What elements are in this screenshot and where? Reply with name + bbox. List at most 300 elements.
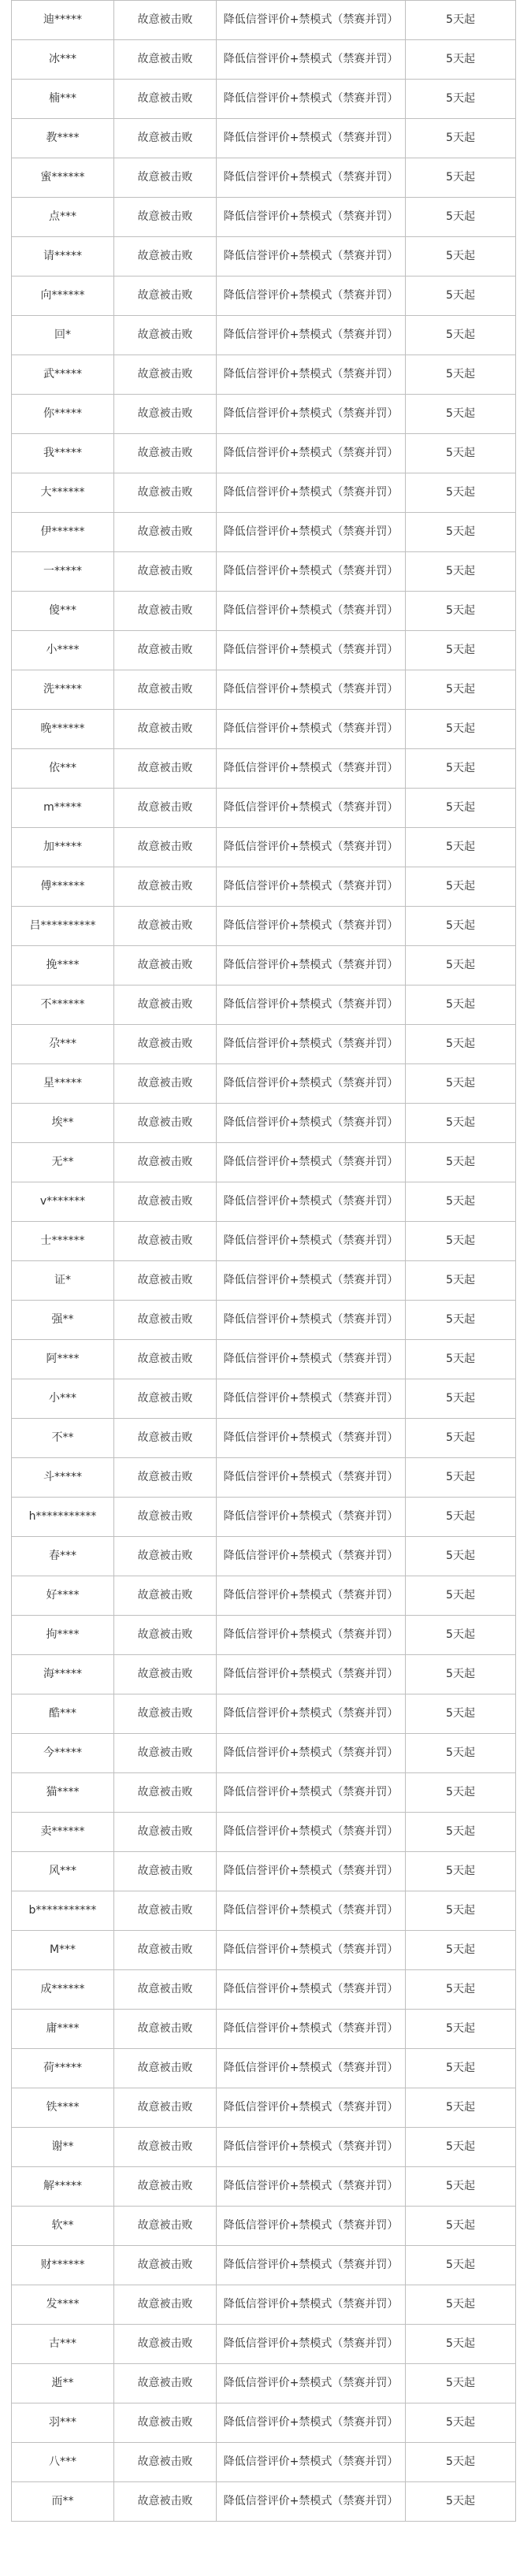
penalty-duration-cell: 5天起: [406, 985, 516, 1025]
player-name-cell: 回*: [12, 316, 114, 355]
player-name-cell: 一*****: [12, 552, 114, 592]
violation-reason-cell: 故意被击败: [114, 2325, 217, 2364]
penalty-type-cell: 降低信誉评价+禁模式（禁赛并罚）: [217, 2403, 406, 2443]
penalty-type-cell: 降低信誉评价+禁模式（禁赛并罚）: [217, 2285, 406, 2325]
violation-reason-cell: 故意被击败: [114, 867, 217, 907]
player-name-cell: 今*****: [12, 1734, 114, 1773]
violation-reason-cell: 故意被击败: [114, 2207, 217, 2246]
penalty-duration-cell: 5天起: [406, 1576, 516, 1616]
penalty-type-cell: 降低信誉评价+禁模式（禁赛并罚）: [217, 1616, 406, 1655]
table-row: [12, 1222, 516, 1261]
penalty-type-cell: 降低信誉评价+禁模式（禁赛并罚）: [217, 1970, 406, 2010]
penalty-type-cell: 降低信誉评价+禁模式（禁赛并罚）: [217, 985, 406, 1025]
violation-reason-cell: 故意被击败: [114, 473, 217, 513]
penalty-duration-cell: 5天起: [406, 907, 516, 946]
table-row: [12, 2246, 516, 2285]
player-name-cell: 成******: [12, 1970, 114, 2010]
violation-reason-cell: 故意被击败: [114, 1773, 217, 1813]
penalty-duration-cell: 5天起: [406, 2403, 516, 2443]
penalty-duration-cell: 5天起: [406, 2128, 516, 2167]
table-row: [12, 1340, 516, 1379]
player-name-cell: 解*****: [12, 2167, 114, 2207]
table-row: [12, 1970, 516, 2010]
violation-reason-cell: 故意被击败: [114, 631, 217, 670]
violation-reason-cell: 故意被击败: [114, 710, 217, 749]
violation-reason-cell: 故意被击败: [114, 1182, 217, 1222]
penalty-type-cell: 降低信誉评价+禁模式（禁赛并罚）: [217, 552, 406, 592]
penalty-type-cell: 降低信誉评价+禁模式（禁赛并罚）: [217, 473, 406, 513]
table-row: [12, 1261, 516, 1301]
violation-reason-cell: 故意被击败: [114, 1576, 217, 1616]
violation-reason-cell: 故意被击败: [114, 946, 217, 985]
penalty-duration-cell: 5天起: [406, 237, 516, 277]
penalty-type-cell: 降低信誉评价+禁模式（禁赛并罚）: [217, 1143, 406, 1182]
penalty-duration-cell: 5天起: [406, 1, 516, 40]
player-name-cell: 风***: [12, 1852, 114, 1891]
penalty-type-cell: 降低信誉评价+禁模式（禁赛并罚）: [217, 1734, 406, 1773]
table-row: [12, 1498, 516, 1537]
penalty-type-cell: 降低信誉评价+禁模式（禁赛并罚）: [217, 80, 406, 119]
penalty-duration-cell: 5天起: [406, 1537, 516, 1576]
violation-reason-cell: 故意被击败: [114, 907, 217, 946]
table-row: [12, 2403, 516, 2443]
table-row: [12, 946, 516, 985]
penalty-duration-cell: 5天起: [406, 80, 516, 119]
player-name-cell: 向******: [12, 277, 114, 316]
table-row: [12, 1655, 516, 1694]
player-name-cell: 点***: [12, 198, 114, 237]
penalty-type-cell: 降低信誉评价+禁模式（禁赛并罚）: [217, 1025, 406, 1064]
table-row: [12, 158, 516, 198]
penalty-type-cell: 降低信誉评价+禁模式（禁赛并罚）: [217, 1064, 406, 1104]
player-name-cell: 吕**********: [12, 907, 114, 946]
penalty-type-cell: 降低信誉评价+禁模式（禁赛并罚）: [217, 1852, 406, 1891]
violation-reason-cell: 故意被击败: [114, 1143, 217, 1182]
penalty-type-cell: 降低信誉评价+禁模式（禁赛并罚）: [217, 1340, 406, 1379]
table-row: [12, 1419, 516, 1458]
penalty-type-cell: 降低信誉评价+禁模式（禁赛并罚）: [217, 710, 406, 749]
table-row: [12, 473, 516, 513]
player-name-cell: 春***: [12, 1537, 114, 1576]
table-row: [12, 1301, 516, 1340]
penalty-duration-cell: 5天起: [406, 355, 516, 395]
player-name-cell: 尕***: [12, 1025, 114, 1064]
penalty-duration-cell: 5天起: [406, 2325, 516, 2364]
player-name-cell: b***********: [12, 1891, 114, 1931]
violation-reason-cell: 故意被击败: [114, 1891, 217, 1931]
penalty-duration-cell: 5天起: [406, 1222, 516, 1261]
player-name-cell: 铁****: [12, 2088, 114, 2128]
violation-reason-cell: 故意被击败: [114, 2443, 217, 2482]
table-row: [12, 2207, 516, 2246]
violation-reason-cell: 故意被击败: [114, 119, 217, 158]
penalty-type-cell: 降低信誉评价+禁模式（禁赛并罚）: [217, 1, 406, 40]
violation-reason-cell: 故意被击败: [114, 552, 217, 592]
penalty-type-cell: 降低信誉评价+禁模式（禁赛并罚）: [217, 1458, 406, 1498]
player-name-cell: 小****: [12, 631, 114, 670]
penalty-type-cell: 降低信誉评价+禁模式（禁赛并罚）: [217, 1379, 406, 1419]
table-row: [12, 592, 516, 631]
player-name-cell: 星*****: [12, 1064, 114, 1104]
table-row: [12, 237, 516, 277]
player-name-cell: 不******: [12, 985, 114, 1025]
player-name-cell: 谢**: [12, 2128, 114, 2167]
player-name-cell: 八***: [12, 2443, 114, 2482]
penalty-duration-cell: 5天起: [406, 1104, 516, 1143]
penalty-duration-cell: 5天起: [406, 2285, 516, 2325]
penalty-duration-cell: 5天起: [406, 946, 516, 985]
player-name-cell: 楠***: [12, 80, 114, 119]
violation-reason-cell: 故意被击败: [114, 789, 217, 828]
violation-reason-cell: 故意被击败: [114, 1970, 217, 2010]
violation-reason-cell: 故意被击败: [114, 1537, 217, 1576]
violation-reason-cell: 故意被击败: [114, 355, 217, 395]
table-row: [12, 2443, 516, 2482]
penalty-type-cell: 降低信誉评价+禁模式（禁赛并罚）: [217, 1576, 406, 1616]
penalty-type-cell: 降低信誉评价+禁模式（禁赛并罚）: [217, 907, 406, 946]
table-row: [12, 434, 516, 473]
player-name-cell: 不**: [12, 1419, 114, 1458]
violation-reason-cell: 故意被击败: [114, 40, 217, 80]
player-name-cell: 大******: [12, 473, 114, 513]
penalty-duration-cell: 5天起: [406, 1931, 516, 1970]
penalty-type-cell: 降低信誉评价+禁模式（禁赛并罚）: [217, 2325, 406, 2364]
penalty-type-cell: 降低信誉评价+禁模式（禁赛并罚）: [217, 867, 406, 907]
penalty-type-cell: 降低信誉评价+禁模式（禁赛并罚）: [217, 2167, 406, 2207]
penalty-type-cell: 降低信誉评价+禁模式（禁赛并罚）: [217, 2443, 406, 2482]
table-row: [12, 2128, 516, 2167]
violation-reason-cell: 故意被击败: [114, 1379, 217, 1419]
table-row: [12, 1891, 516, 1931]
player-name-cell: 强**: [12, 1301, 114, 1340]
table-row: [12, 316, 516, 355]
violation-reason-cell: 故意被击败: [114, 1261, 217, 1301]
violation-reason-cell: 故意被击败: [114, 1852, 217, 1891]
violation-reason-cell: 故意被击败: [114, 2482, 217, 2522]
violation-reason-cell: 故意被击败: [114, 1694, 217, 1734]
violation-reason-cell: 故意被击败: [114, 2285, 217, 2325]
penalty-type-cell: 降低信誉评价+禁模式（禁赛并罚）: [217, 158, 406, 198]
table-row: [12, 1813, 516, 1852]
player-name-cell: 逝**: [12, 2364, 114, 2403]
violation-reason-cell: 故意被击败: [114, 2088, 217, 2128]
table-row: [12, 80, 516, 119]
player-name-cell: 教****: [12, 119, 114, 158]
player-name-cell: 荷*****: [12, 2049, 114, 2088]
player-name-cell: 证*: [12, 1261, 114, 1301]
player-name-cell: h***********: [12, 1498, 114, 1537]
penalty-duration-cell: 5天起: [406, 1143, 516, 1182]
penalty-duration-cell: 5天起: [406, 1340, 516, 1379]
penalty-duration-cell: 5天起: [406, 1734, 516, 1773]
player-name-cell: 请*****: [12, 237, 114, 277]
violation-reason-cell: 故意被击败: [114, 1931, 217, 1970]
penalty-type-cell: 降低信誉评价+禁模式（禁赛并罚）: [217, 789, 406, 828]
penalty-duration-cell: 5天起: [406, 828, 516, 867]
violation-reason-cell: 故意被击败: [114, 1655, 217, 1694]
violation-reason-cell: 故意被击败: [114, 1104, 217, 1143]
penalty-duration-cell: 5天起: [406, 1379, 516, 1419]
violation-reason-cell: 故意被击败: [114, 1458, 217, 1498]
penalty-duration-cell: 5天起: [406, 2049, 516, 2088]
table-row: [12, 2482, 516, 2522]
penalty-type-cell: 降低信誉评价+禁模式（禁赛并罚）: [217, 1222, 406, 1261]
penalty-type-cell: 降低信誉评价+禁模式（禁赛并罚）: [217, 119, 406, 158]
penalty-duration-cell: 5天起: [406, 473, 516, 513]
penalty-type-cell: 降低信誉评价+禁模式（禁赛并罚）: [217, 355, 406, 395]
penalty-type-cell: 降低信誉评价+禁模式（禁赛并罚）: [217, 1655, 406, 1694]
penalty-type-cell: 降低信誉评价+禁模式（禁赛并罚）: [217, 749, 406, 789]
player-name-cell: 财******: [12, 2246, 114, 2285]
penalty-duration-cell: 5天起: [406, 1064, 516, 1104]
violation-reason-cell: 故意被击败: [114, 828, 217, 867]
penalty-duration-cell: 5天起: [406, 2364, 516, 2403]
penalty-type-cell: 降低信誉评价+禁模式（禁赛并罚）: [217, 2010, 406, 2049]
table-row: [12, 2325, 516, 2364]
penalty-duration-cell: 5天起: [406, 2482, 516, 2522]
table-row: [12, 2285, 516, 2325]
penalty-type-cell: 降低信誉评价+禁模式（禁赛并罚）: [217, 237, 406, 277]
penalty-duration-cell: 5天起: [406, 277, 516, 316]
violation-reason-cell: 故意被击败: [114, 1, 217, 40]
table-row: [12, 1458, 516, 1498]
penalty-type-cell: 降低信誉评价+禁模式（禁赛并罚）: [217, 316, 406, 355]
penalty-duration-cell: 5天起: [406, 1813, 516, 1852]
player-name-cell: 伊******: [12, 513, 114, 552]
violation-reason-cell: 故意被击败: [114, 2167, 217, 2207]
penalty-duration-cell: 5天起: [406, 395, 516, 434]
penalty-duration-cell: 5天起: [406, 749, 516, 789]
player-name-cell: 酷***: [12, 1694, 114, 1734]
penalty-type-cell: 降低信誉评价+禁模式（禁赛并罚）: [217, 513, 406, 552]
violation-reason-cell: 故意被击败: [114, 2403, 217, 2443]
penalty-duration-cell: 5天起: [406, 2010, 516, 2049]
penalty-duration-cell: 5天起: [406, 2207, 516, 2246]
player-name-cell: 好****: [12, 1576, 114, 1616]
player-name-cell: 傻***: [12, 592, 114, 631]
penalty-duration-cell: 5天起: [406, 2443, 516, 2482]
violation-reason-cell: 故意被击败: [114, 237, 217, 277]
table-row: [12, 670, 516, 710]
table-row: [12, 1537, 516, 1576]
violation-reason-cell: 故意被击败: [114, 2246, 217, 2285]
table-row: [12, 1694, 516, 1734]
penalty-type-cell: 降低信誉评价+禁模式（禁赛并罚）: [217, 1104, 406, 1143]
table-row: [12, 2167, 516, 2207]
player-name-cell: m*****: [12, 789, 114, 828]
penalty-duration-cell: 5天起: [406, 1852, 516, 1891]
table-row: [12, 1734, 516, 1773]
penalty-duration-cell: 5天起: [406, 513, 516, 552]
penalty-duration-cell: 5天起: [406, 1025, 516, 1064]
violation-reason-cell: 故意被击败: [114, 80, 217, 119]
penalty-duration-cell: 5天起: [406, 2246, 516, 2285]
player-name-cell: 埃**: [12, 1104, 114, 1143]
player-name-cell: 羽***: [12, 2403, 114, 2443]
penalty-type-cell: 降低信誉评价+禁模式（禁赛并罚）: [217, 1931, 406, 1970]
penalty-duration-cell: 5天起: [406, 710, 516, 749]
table-row: [12, 1143, 516, 1182]
penalty-duration-cell: 5天起: [406, 1970, 516, 2010]
penalty-duration-cell: 5天起: [406, 1301, 516, 1340]
penalty-type-cell: 降低信誉评价+禁模式（禁赛并罚）: [217, 631, 406, 670]
violation-reason-cell: 故意被击败: [114, 670, 217, 710]
violation-reason-cell: 故意被击败: [114, 198, 217, 237]
penalty-duration-cell: 5天起: [406, 1891, 516, 1931]
violation-reason-cell: 故意被击败: [114, 2049, 217, 2088]
violation-reason-cell: 故意被击败: [114, 277, 217, 316]
violation-reason-cell: 故意被击败: [114, 1222, 217, 1261]
violation-reason-cell: 故意被击败: [114, 2128, 217, 2167]
penalty-duration-cell: 5天起: [406, 592, 516, 631]
violation-reason-cell: 故意被击败: [114, 513, 217, 552]
penalty-duration-cell: 5天起: [406, 1419, 516, 1458]
player-name-cell: M***: [12, 1931, 114, 1970]
table-row: [12, 749, 516, 789]
player-name-cell: 猫****: [12, 1773, 114, 1813]
player-name-cell: v*******: [12, 1182, 114, 1222]
table-row: [12, 2088, 516, 2128]
player-name-cell: 拘****: [12, 1616, 114, 1655]
table-row: [12, 907, 516, 946]
table-row: [12, 710, 516, 749]
player-name-cell: 小***: [12, 1379, 114, 1419]
penalty-type-cell: 降低信誉评价+禁模式（禁赛并罚）: [217, 2088, 406, 2128]
table-row: [12, 1576, 516, 1616]
penalty-duration-cell: 5天起: [406, 1458, 516, 1498]
table-row: [12, 119, 516, 158]
player-name-cell: 依***: [12, 749, 114, 789]
player-name-cell: 晚******: [12, 710, 114, 749]
table-row: [12, 1064, 516, 1104]
player-name-cell: 阿****: [12, 1340, 114, 1379]
violation-reason-cell: 故意被击败: [114, 1734, 217, 1773]
penalty-duration-cell: 5天起: [406, 119, 516, 158]
table-row: [12, 1, 516, 40]
penalty-type-cell: 降低信誉评价+禁模式（禁赛并罚）: [217, 1694, 406, 1734]
violation-reason-cell: 故意被击败: [114, 2010, 217, 2049]
violation-reason-cell: 故意被击败: [114, 395, 217, 434]
table-row: [12, 1773, 516, 1813]
penalty-duration-cell: 5天起: [406, 789, 516, 828]
penalty-duration-cell: 5天起: [406, 198, 516, 237]
penalty-duration-cell: 5天起: [406, 2167, 516, 2207]
violation-reason-cell: 故意被击败: [114, 1340, 217, 1379]
penalty-table-body: [12, 1, 516, 2522]
violation-reason-cell: 故意被击败: [114, 434, 217, 473]
violation-reason-cell: 故意被击败: [114, 316, 217, 355]
player-name-cell: 你*****: [12, 395, 114, 434]
table-row: [12, 277, 516, 316]
penalty-duration-cell: 5天起: [406, 1498, 516, 1537]
player-name-cell: 斗*****: [12, 1458, 114, 1498]
player-name-cell: 迪*****: [12, 1, 114, 40]
player-name-cell: 我*****: [12, 434, 114, 473]
penalty-type-cell: 降低信誉评价+禁模式（禁赛并罚）: [217, 2049, 406, 2088]
violation-reason-cell: 故意被击败: [114, 2364, 217, 2403]
violation-reason-cell: 故意被击败: [114, 158, 217, 198]
penalty-type-cell: 降低信誉评价+禁模式（禁赛并罚）: [217, 1891, 406, 1931]
penalty-duration-cell: 5天起: [406, 1655, 516, 1694]
player-name-cell: 发****: [12, 2285, 114, 2325]
penalty-duration-cell: 5天起: [406, 158, 516, 198]
player-name-cell: 软**: [12, 2207, 114, 2246]
player-name-cell: 海*****: [12, 1655, 114, 1694]
penalty-type-cell: 降低信誉评价+禁模式（禁赛并罚）: [217, 1498, 406, 1537]
penalty-duration-cell: 5天起: [406, 1616, 516, 1655]
violation-reason-cell: 故意被击败: [114, 749, 217, 789]
penalty-type-cell: 降低信誉评价+禁模式（禁赛并罚）: [217, 1773, 406, 1813]
player-name-cell: 冰***: [12, 40, 114, 80]
player-name-cell: 士******: [12, 1222, 114, 1261]
table-row: [12, 552, 516, 592]
penalty-type-cell: 降低信誉评价+禁模式（禁赛并罚）: [217, 2364, 406, 2403]
table-row: [12, 1104, 516, 1143]
table-row: [12, 355, 516, 395]
penalty-type-cell: 降低信誉评价+禁模式（禁赛并罚）: [217, 198, 406, 237]
penalty-type-cell: 降低信誉评价+禁模式（禁赛并罚）: [217, 277, 406, 316]
table-row: [12, 2010, 516, 2049]
penalty-type-cell: 降低信誉评价+禁模式（禁赛并罚）: [217, 1182, 406, 1222]
penalty-duration-cell: 5天起: [406, 631, 516, 670]
table-row: [12, 789, 516, 828]
penalty-duration-cell: 5天起: [406, 2088, 516, 2128]
table-row: [12, 828, 516, 867]
table-row: [12, 513, 516, 552]
penalty-type-cell: 降低信誉评价+禁模式（禁赛并罚）: [217, 946, 406, 985]
violation-reason-cell: 故意被击败: [114, 592, 217, 631]
penalty-type-cell: 降低信誉评价+禁模式（禁赛并罚）: [217, 592, 406, 631]
penalty-duration-cell: 5天起: [406, 552, 516, 592]
penalty-type-cell: 降低信誉评价+禁模式（禁赛并罚）: [217, 40, 406, 80]
penalty-duration-cell: 5天起: [406, 670, 516, 710]
penalty-type-cell: 降低信誉评价+禁模式（禁赛并罚）: [217, 434, 406, 473]
table-row: [12, 198, 516, 237]
penalty-duration-cell: 5天起: [406, 40, 516, 80]
penalty-type-cell: 降低信誉评价+禁模式（禁赛并罚）: [217, 2246, 406, 2285]
penalty-type-cell: 降低信誉评价+禁模式（禁赛并罚）: [217, 1813, 406, 1852]
violation-reason-cell: 故意被击败: [114, 1813, 217, 1852]
penalty-duration-cell: 5天起: [406, 1182, 516, 1222]
table-row: [12, 2049, 516, 2088]
penalty-type-cell: 降低信誉评价+禁模式（禁赛并罚）: [217, 2207, 406, 2246]
penalty-type-cell: 降低信誉评价+禁模式（禁赛并罚）: [217, 1301, 406, 1340]
table-row: [12, 867, 516, 907]
violation-reason-cell: 故意被击败: [114, 1498, 217, 1537]
table-row: [12, 985, 516, 1025]
penalty-duration-cell: 5天起: [406, 1261, 516, 1301]
penalty-table: [11, 0, 516, 2522]
violation-reason-cell: 故意被击败: [114, 985, 217, 1025]
violation-reason-cell: 故意被击败: [114, 1419, 217, 1458]
penalty-type-cell: 降低信誉评价+禁模式（禁赛并罚）: [217, 828, 406, 867]
penalty-type-cell: 降低信誉评价+禁模式（禁赛并罚）: [217, 2482, 406, 2522]
player-name-cell: 挽****: [12, 946, 114, 985]
player-name-cell: 无**: [12, 1143, 114, 1182]
penalty-duration-cell: 5天起: [406, 1773, 516, 1813]
penalty-type-cell: 降低信誉评价+禁模式（禁赛并罚）: [217, 395, 406, 434]
violation-reason-cell: 故意被击败: [114, 1025, 217, 1064]
penalty-duration-cell: 5天起: [406, 316, 516, 355]
table-row: [12, 631, 516, 670]
table-row: [12, 40, 516, 80]
table-row: [12, 2364, 516, 2403]
table-row: [12, 1025, 516, 1064]
penalty-type-cell: 降低信誉评价+禁模式（禁赛并罚）: [217, 670, 406, 710]
penalty-type-cell: 降低信誉评价+禁模式（禁赛并罚）: [217, 2128, 406, 2167]
table-row: [12, 395, 516, 434]
penalty-duration-cell: 5天起: [406, 1694, 516, 1734]
